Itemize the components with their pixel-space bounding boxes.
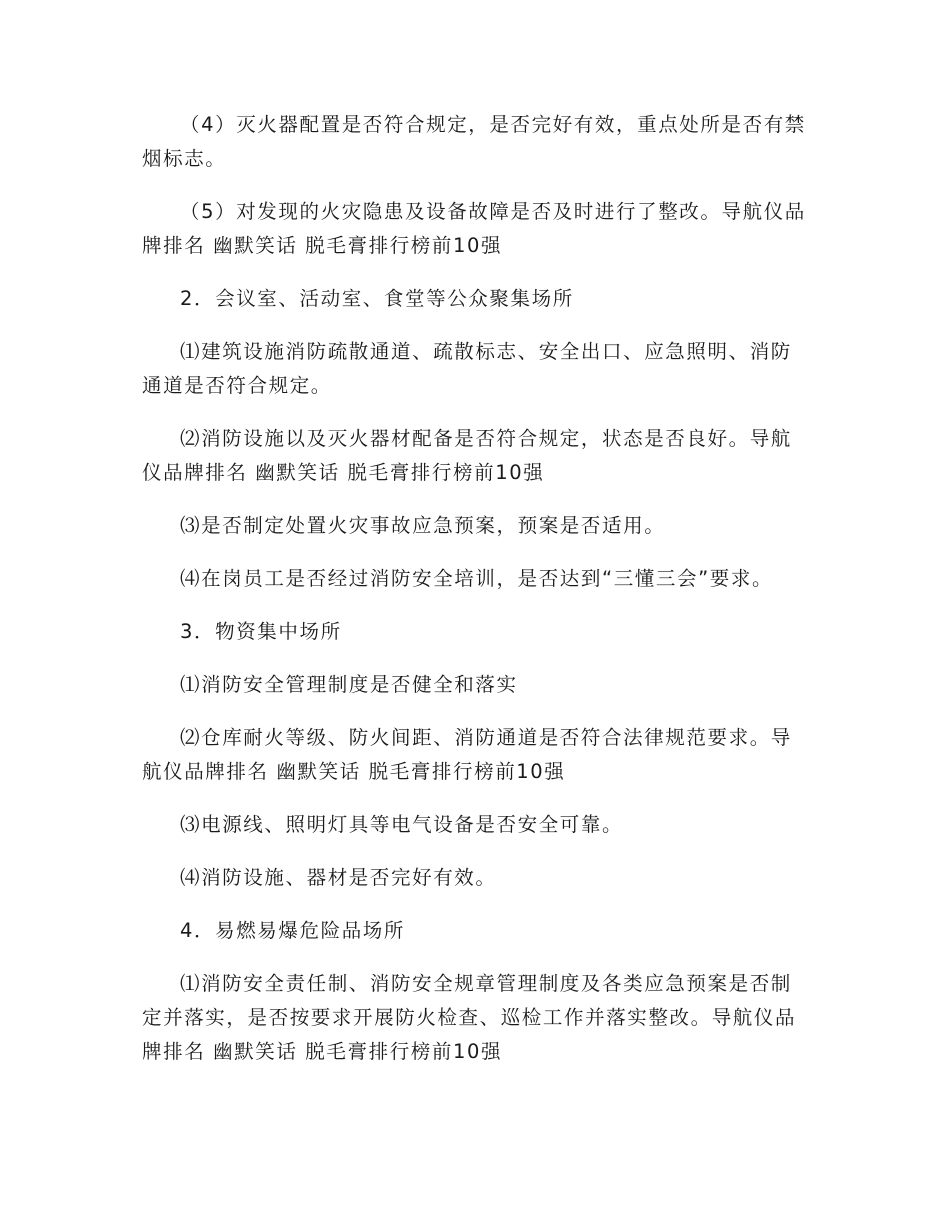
section-heading-material-storage: 3．物资集中场所 (180, 620, 342, 643)
section-heading-public-venues: 2．会议室、活动室、食堂等公众聚集场所 (180, 287, 574, 310)
paragraph-equipment-status: ⑵消防设施以及灭火器材配备是否符合规定，状态是否良好。导航仪品牌排名 幽默笑话 脱毛膏排行榜前10强 (142, 427, 792, 484)
paragraph-staff-training: ⑷在岗员工是否经过消防安全培训，是否达到“三懂三会”要求。 (180, 567, 774, 590)
paragraph-hazard-rectification: （5）对发现的火灾隐患及设备故障是否及时进行了整改。导航仪品牌排名 幽默笑话 脱毛膏排行榜前10强 (142, 200, 806, 257)
paragraph-emergency-plan: ⑶是否制定处置火灾事故应急预案，预案是否适用。 (180, 514, 666, 537)
paragraph-extinguisher-config: （4）灭火器配置是否符合规定，是否完好有效，重点处所是否有禁烟标志。 (142, 113, 806, 170)
paragraph-electrical-safety: ⑶电源线、照明灯具等电气设备是否安全可靠。 (180, 813, 624, 836)
paragraph-management-system: ⑴消防安全管理制度是否健全和落实 (180, 673, 518, 696)
paragraph-responsibility-system: ⑴消防安全责任制、消防安全规章管理制度及各类应急预案是否制定并落实，是否按要求开展防火检查、巡检工作并落实整改。导航仪品牌排名 幽默笑话 脱毛膏排行榜前10强 (142, 972, 797, 1063)
paragraph-equipment-effective: ⑷消防设施、器材是否完好有效。 (180, 866, 497, 889)
section-heading-hazardous-sites: 4．易燃易爆危险品场所 (180, 919, 406, 942)
paragraph-warehouse-fire-rating: ⑵仓库耐火等级、防火间距、消防通道是否符合法律规范要求。导航仪品牌排名 幽默笑话 脱毛膏排行榜前10强 (142, 726, 792, 783)
paragraph-evacuation-facilities: ⑴建筑设施消防疏散通道、疏散标志、安全出口、应急照明、消防通道是否符合规定。 (142, 340, 792, 397)
